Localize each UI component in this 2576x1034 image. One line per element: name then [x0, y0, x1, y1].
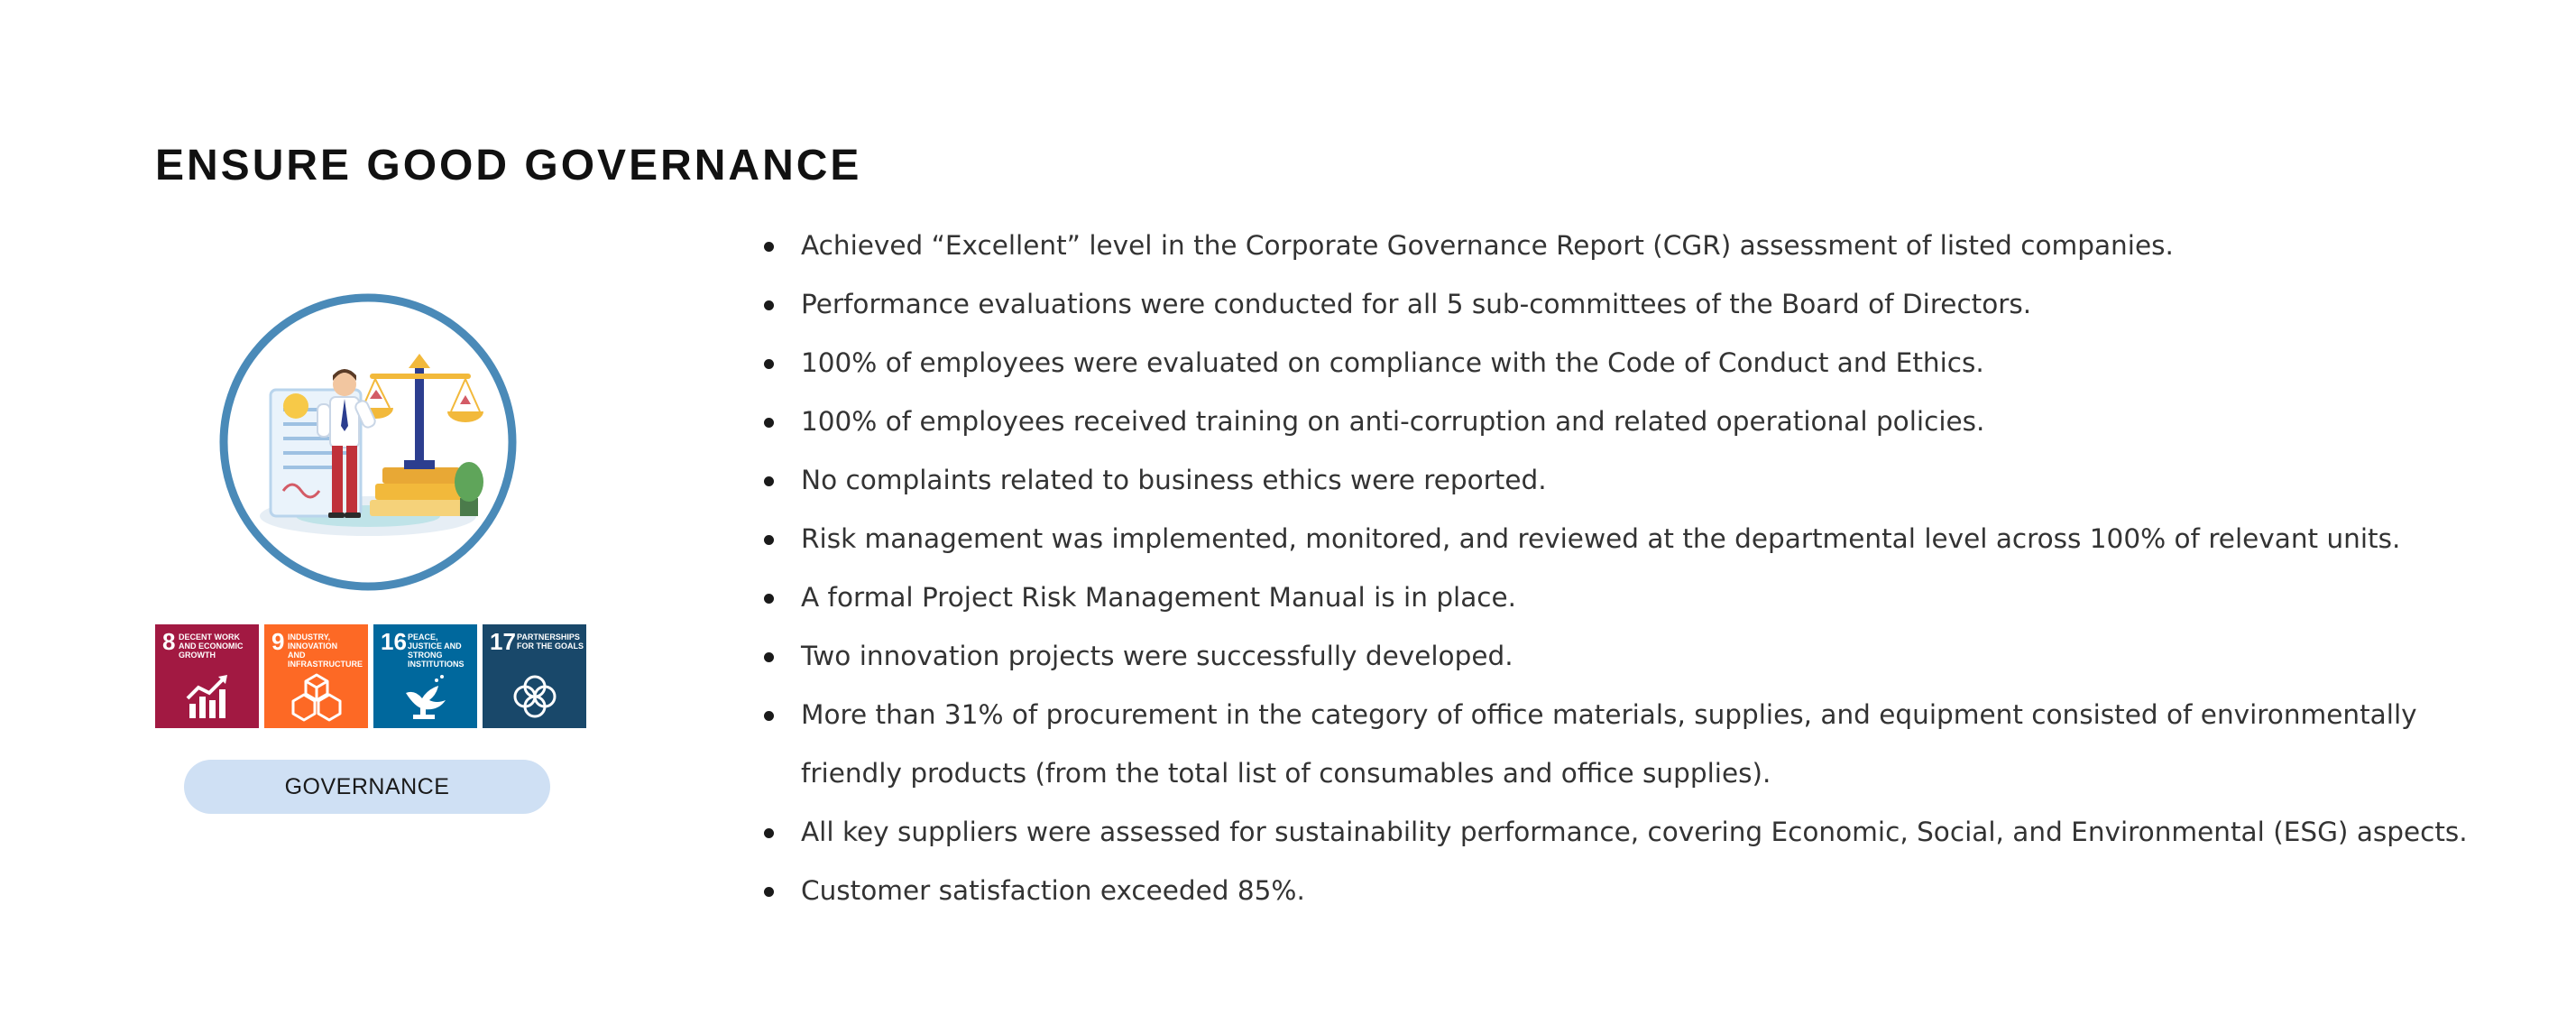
- achievement-item: [801, 686, 2515, 803]
- bullet-dot: [764, 711, 774, 721]
- governance-scales-illustration: [216, 291, 520, 594]
- achievement-item: [801, 334, 2515, 392]
- bullet-dot: [764, 652, 774, 662]
- sdg-tile-16: [373, 624, 477, 728]
- growth-chart-icon: [182, 671, 233, 722]
- bullet-dot: [764, 887, 774, 897]
- cubes-icon: [291, 671, 342, 722]
- achievement-text: All key suppliers were assessed for sustainability performance, covering Economic, Social, and Environmental (ESG) aspects.: [801, 817, 2468, 847]
- achievement-item: [801, 627, 2515, 686]
- sdg-tile-17: [483, 624, 586, 728]
- achievement-text: Risk management was implemented, monitored, and reviewed at the departmental level across 100% of relevant units.: [801, 523, 2401, 554]
- achievement-text: Achieved “Excellent” level in the Corporate Governance Report (CGR) assessment of listed companies.: [801, 230, 2174, 261]
- bullet-dot: [764, 418, 774, 428]
- achievement-text: 100% of employees were evaluated on compliance with the Code of Conduct and Ethics.: [801, 347, 1984, 378]
- achievement-text: Performance evaluations were conducted for all 5 sub-committees of the Board of Directors.: [801, 289, 2032, 319]
- achievement-list: [801, 217, 2515, 920]
- bullet-dot: [764, 359, 774, 369]
- sdg-goals: [155, 624, 586, 728]
- bullet-dot: [764, 300, 774, 310]
- achievement-item: [801, 510, 2515, 568]
- sdg-number: 9: [271, 628, 285, 655]
- interlocking-rings-icon: [510, 671, 560, 722]
- sdg-label: DECENT WORK AND ECONOMIC GROWTH: [179, 632, 244, 660]
- sdg-number: 17: [490, 628, 516, 655]
- sdg-label: INDUSTRY, INNOVATION AND INFRASTRUCTURE: [288, 632, 363, 669]
- bullet-dot: [764, 535, 774, 545]
- achievement-item: [801, 275, 2515, 334]
- sdg-tile-9: [264, 624, 368, 728]
- achievement-text: friendly products (from the total list of consumables and office supplies).: [801, 758, 1771, 789]
- dove-gavel-icon: [400, 671, 451, 722]
- achievement-item: [801, 451, 2515, 510]
- sdg-number: 16: [381, 628, 407, 655]
- achievement-item: [801, 217, 2515, 275]
- bullet-dot: [764, 242, 774, 252]
- achievement-item: [801, 803, 2515, 862]
- sdg-tile-8: [155, 624, 259, 728]
- bullet-dot: [764, 828, 774, 838]
- sdg-label: PARTNERSHIPS FOR THE GOALS: [517, 632, 584, 651]
- achievement-item: [801, 862, 2515, 920]
- bullet-dot: [764, 594, 774, 604]
- achievement-item: [801, 392, 2515, 451]
- achievement-text: A formal Project Risk Management Manual is in place.: [801, 582, 1517, 613]
- achievement-text: 100% of employees received training on anti-corruption and related operational policies.: [801, 406, 1985, 437]
- achievement-text: Two innovation projects were successfully developed.: [801, 641, 1513, 671]
- achievement-item: [801, 568, 2515, 627]
- bullet-dot: [764, 476, 774, 486]
- section-title: ENSURE GOOD GOVERNANCE: [155, 142, 862, 189]
- sdg-label: PEACE, JUSTICE AND STRONG INSTITUTIONS: [408, 632, 465, 669]
- sdg-number: 8: [162, 628, 176, 655]
- achievement-text: No complaints related to business ethics were reported.: [801, 465, 1547, 495]
- achievement-text: Customer satisfaction exceeded 85%.: [801, 875, 1305, 906]
- achievement-text: More than 31% of procurement in the category of office materials, supplies, and equipment consisted of environmentally: [801, 699, 2417, 730]
- category-badge: GOVERNANCE: [184, 760, 550, 814]
